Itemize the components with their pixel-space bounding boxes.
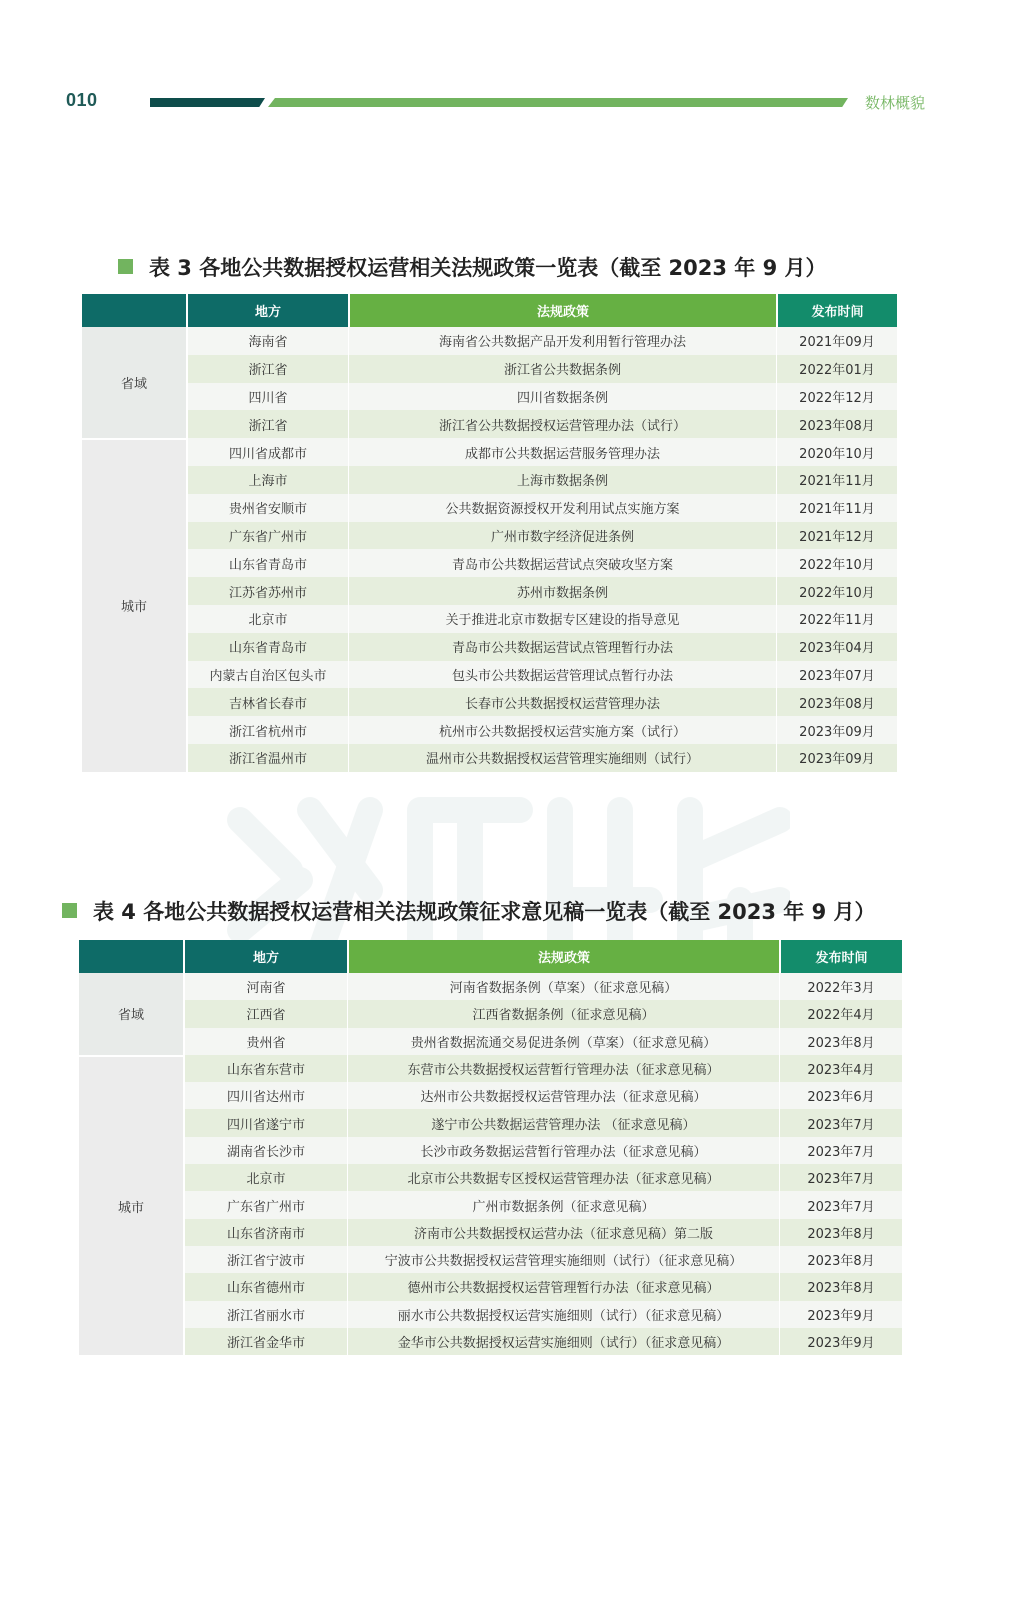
date-cell: 2021年09月 — [776, 327, 897, 355]
policy-cell: 北京市公共数据专区授权运营管理办法（征求意见稿） — [347, 1164, 779, 1191]
header-cell-2: 法规政策 — [347, 940, 779, 973]
policy-cell: 海南省公共数据产品开发利用暂行管理办法 — [348, 327, 776, 355]
table-row — [186, 383, 897, 411]
place-cell: 北京市 — [183, 1164, 347, 1191]
place-cell: 山东省德州市 — [183, 1273, 347, 1300]
date-cell: 2021年12月 — [776, 522, 897, 550]
table-3-title-text: 表 3 各地公共数据授权运营相关法规政策一览表（截至 2023 年 9 月） — [149, 256, 827, 280]
place-cell: 浙江省宁波市 — [183, 1246, 347, 1273]
policy-cell: 青岛市公共数据运营试点管理暂行办法 — [348, 633, 776, 661]
title-square-icon — [118, 259, 133, 274]
header-bar-green — [268, 98, 848, 107]
policy-cell: 江西省数据条例（征求意见稿） — [347, 1000, 779, 1027]
table-row — [186, 716, 897, 744]
policy-cell: 丽水市公共数据授权运营实施细则（试行）（征求意见稿） — [347, 1301, 779, 1328]
date-cell: 2022年3月 — [779, 973, 902, 1000]
header-cell-2: 法规政策 — [348, 294, 776, 327]
date-cell: 2022年10月 — [776, 577, 897, 605]
date-cell: 2023年7月 — [779, 1137, 902, 1164]
date-cell: 2023年8月 — [779, 1246, 902, 1273]
policy-cell: 宁波市公共数据授权运营管理实施细则（试行）（征求意见稿） — [347, 1246, 779, 1273]
policy-cell: 浙江省公共数据授权运营管理办法（试行） — [348, 410, 776, 438]
policy-cell: 长沙市政务数据运营暂行管理办法（征求意见稿） — [347, 1137, 779, 1164]
header-cell-0 — [82, 294, 186, 327]
policy-cell: 成都市公共数据运营服务管理办法 — [348, 438, 776, 466]
date-cell: 2023年7月 — [779, 1191, 902, 1218]
place-cell: 贵州省安顺市 — [186, 494, 348, 522]
place-cell: 吉林省长春市 — [186, 688, 348, 716]
page-number: 010 — [66, 90, 98, 110]
header-bar-dark — [150, 98, 265, 107]
place-cell: 江西省 — [183, 1000, 347, 1027]
policy-cell: 达州市公共数据授权运营管理办法（征求意见稿） — [347, 1082, 779, 1109]
place-cell: 浙江省丽水市 — [183, 1301, 347, 1328]
place-cell: 浙江省 — [186, 355, 348, 383]
region-group-cell: 省域 — [79, 973, 183, 1055]
place-cell: 海南省 — [186, 327, 348, 355]
table-row — [186, 438, 897, 466]
region-column — [82, 327, 186, 772]
table-row — [183, 1328, 902, 1355]
region-group-cell: 城市 — [82, 438, 186, 772]
date-cell: 2023年9月 — [779, 1301, 902, 1328]
policy-cell: 广州市数字经济促进条例 — [348, 522, 776, 550]
policy-cell: 包头市公共数据运营管理试点暂行办法 — [348, 661, 776, 689]
table-row — [186, 355, 897, 383]
policy-cell: 青岛市公共数据运营试点突破攻坚方案 — [348, 549, 776, 577]
policy-cell: 公共数据资源授权开发利用试点实施方案 — [348, 494, 776, 522]
table-row — [183, 1301, 902, 1328]
header-cell-1: 地方 — [183, 940, 347, 973]
policy-cell: 四川省数据条例 — [348, 383, 776, 411]
table3-body — [82, 327, 899, 772]
table-row — [183, 1246, 902, 1273]
date-cell: 2022年12月 — [776, 383, 897, 411]
date-cell: 2023年04月 — [776, 633, 897, 661]
place-cell: 浙江省温州市 — [186, 744, 348, 772]
policy-cell: 金华市公共数据授权运营实施细则（试行）（征求意见稿） — [347, 1328, 779, 1355]
table-row — [186, 410, 897, 438]
place-cell: 四川省达州市 — [183, 1082, 347, 1109]
policy-cell: 东营市公共数据授权运营暂行管理办法（征求意见稿） — [347, 1055, 779, 1082]
policy-cell: 济南市公共数据授权运营办法（征求意见稿）第二版 — [347, 1219, 779, 1246]
table-3 — [82, 294, 899, 772]
date-cell: 2022年10月 — [776, 549, 897, 577]
date-cell: 2023年08月 — [776, 688, 897, 716]
place-cell: 内蒙古自治区包头市 — [186, 661, 348, 689]
table4-body — [79, 973, 902, 1355]
table-row — [183, 1164, 902, 1191]
table-4-title-text: 表 4 各地公共数据授权运营相关法规政策征求意见稿一览表（截至 2023 年 9 月） — [93, 900, 876, 924]
table-row — [183, 1028, 902, 1055]
date-cell: 2022年4月 — [779, 1000, 902, 1027]
table4-header-row — [79, 940, 902, 973]
policy-cell: 贵州省数据流通交易促进条例（草案）（征求意见稿） — [347, 1028, 779, 1055]
rows-column — [186, 327, 897, 772]
date-cell: 2023年8月 — [779, 1028, 902, 1055]
table-row — [183, 1191, 902, 1218]
date-cell: 2023年8月 — [779, 1219, 902, 1246]
date-cell: 2023年9月 — [779, 1328, 902, 1355]
header-cell-3: 发布时间 — [779, 940, 902, 973]
place-cell: 山东省青岛市 — [186, 549, 348, 577]
title-square-icon — [62, 903, 77, 918]
place-cell: 山东省济南市 — [183, 1219, 347, 1246]
table-row — [186, 327, 897, 355]
policy-cell: 杭州市公共数据授权运营实施方案（试行） — [348, 716, 776, 744]
table-row — [186, 494, 897, 522]
date-cell: 2023年7月 — [779, 1164, 902, 1191]
table-row — [183, 1055, 902, 1082]
date-cell: 2023年08月 — [776, 410, 897, 438]
policy-cell: 遂宁市公共数据运营管理办法 （征求意见稿） — [347, 1109, 779, 1136]
policy-cell: 上海市数据条例 — [348, 466, 776, 494]
table-row — [186, 744, 897, 772]
place-cell: 广东省广州市 — [186, 522, 348, 550]
date-cell: 2023年07月 — [776, 661, 897, 689]
place-cell: 上海市 — [186, 466, 348, 494]
place-cell: 山东省东营市 — [183, 1055, 347, 1082]
table-4 — [79, 940, 902, 1355]
place-cell: 四川省成都市 — [186, 438, 348, 466]
date-cell: 2021年11月 — [776, 466, 897, 494]
place-cell: 北京市 — [186, 605, 348, 633]
page-header — [0, 0, 1020, 130]
table-row — [183, 1137, 902, 1164]
policy-cell: 关于推进北京市数据专区建设的指导意见 — [348, 605, 776, 633]
date-cell: 2023年09月 — [776, 716, 897, 744]
rows-column — [183, 973, 902, 1355]
place-cell: 贵州省 — [183, 1028, 347, 1055]
date-cell: 2023年6月 — [779, 1082, 902, 1109]
table-row — [186, 605, 897, 633]
policy-cell: 广州市数据条例（征求意见稿） — [347, 1191, 779, 1218]
date-cell: 2023年4月 — [779, 1055, 902, 1082]
table-4-title — [62, 896, 876, 926]
table-row — [186, 577, 897, 605]
table-row — [183, 1082, 902, 1109]
region-group-cell: 省域 — [82, 327, 186, 438]
table-row — [186, 522, 897, 550]
policy-cell: 德州市公共数据授权运营管理暂行办法（征求意见稿） — [347, 1273, 779, 1300]
policy-cell: 河南省数据条例（草案）（征求意见稿） — [347, 973, 779, 1000]
date-cell: 2022年11月 — [776, 605, 897, 633]
place-cell: 四川省 — [186, 383, 348, 411]
table-3-title — [118, 252, 827, 282]
place-cell: 江苏省苏州市 — [186, 577, 348, 605]
date-cell: 2021年11月 — [776, 494, 897, 522]
place-cell: 河南省 — [183, 973, 347, 1000]
date-cell: 2022年01月 — [776, 355, 897, 383]
place-cell: 广东省广州市 — [183, 1191, 347, 1218]
table-row — [186, 688, 897, 716]
policy-cell: 浙江省公共数据条例 — [348, 355, 776, 383]
table-row — [183, 973, 902, 1000]
date-cell: 2020年10月 — [776, 438, 897, 466]
table-row — [186, 633, 897, 661]
table-row — [183, 1109, 902, 1136]
place-cell: 浙江省金华市 — [183, 1328, 347, 1355]
table-row — [186, 549, 897, 577]
place-cell: 浙江省杭州市 — [186, 716, 348, 744]
policy-cell: 温州市公共数据授权运营管理实施细则（试行） — [348, 744, 776, 772]
header-cell-1: 地方 — [186, 294, 348, 327]
date-cell: 2023年09月 — [776, 744, 897, 772]
region-group-cell: 城市 — [79, 1055, 183, 1355]
header-cell-0 — [79, 940, 183, 973]
section-label: 数林概貌 — [865, 94, 926, 112]
table-row — [186, 661, 897, 689]
header-cell-3: 发布时间 — [776, 294, 897, 327]
table-row — [183, 1000, 902, 1027]
date-cell: 2023年8月 — [779, 1273, 902, 1300]
table-row — [183, 1273, 902, 1300]
policy-cell: 苏州市数据条例 — [348, 577, 776, 605]
policy-cell: 长春市公共数据授权运营管理办法 — [348, 688, 776, 716]
table3-header-row — [82, 294, 899, 327]
place-cell: 山东省青岛市 — [186, 633, 348, 661]
date-cell: 2023年7月 — [779, 1109, 902, 1136]
place-cell: 湖南省长沙市 — [183, 1137, 347, 1164]
region-column — [79, 973, 183, 1355]
place-cell: 浙江省 — [186, 410, 348, 438]
table-row — [183, 1219, 902, 1246]
place-cell: 四川省遂宁市 — [183, 1109, 347, 1136]
table-row — [186, 466, 897, 494]
